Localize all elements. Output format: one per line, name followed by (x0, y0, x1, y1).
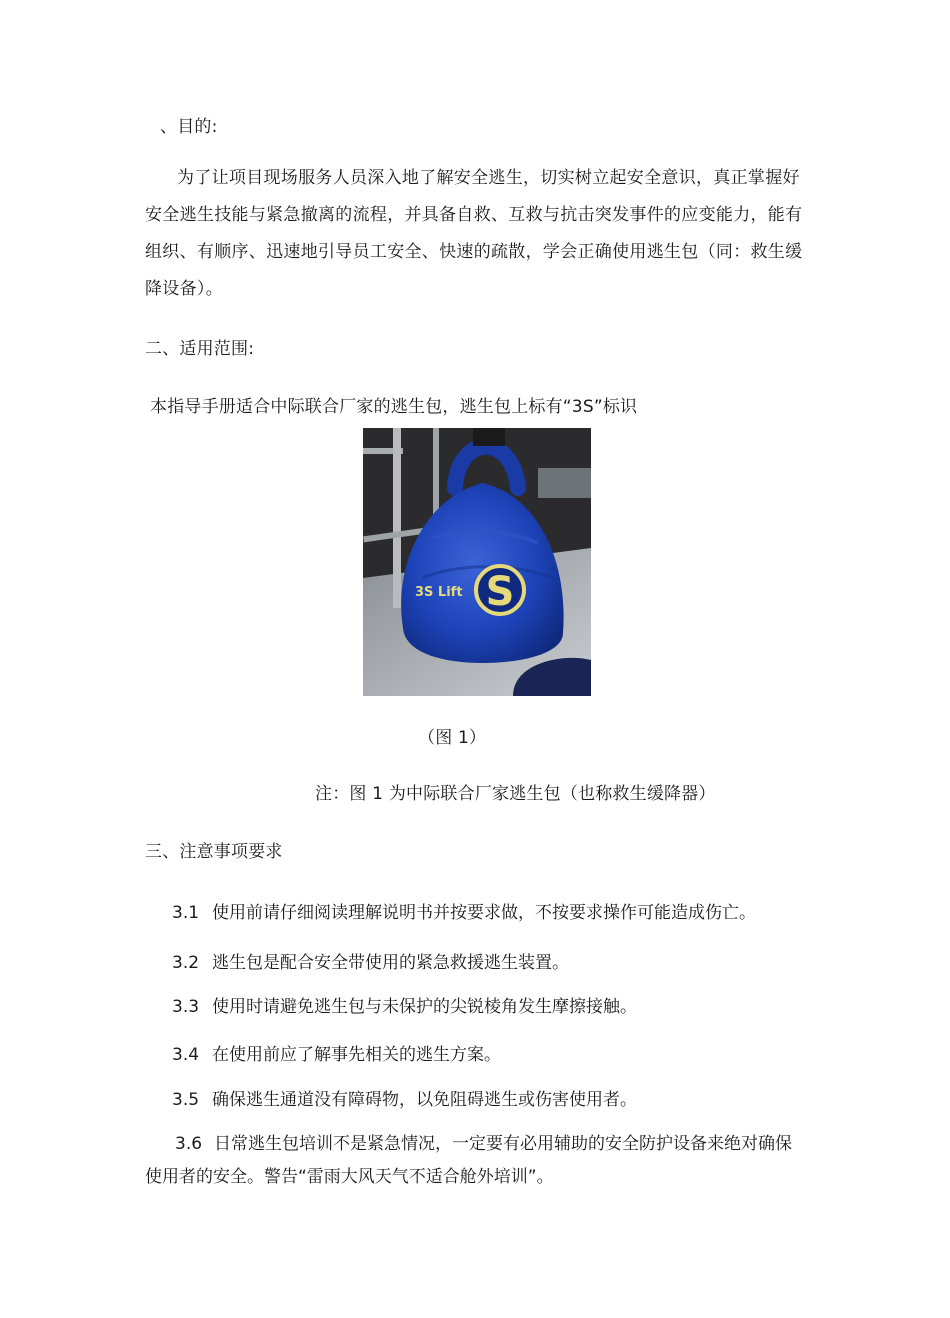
list-item (172, 951, 569, 975)
item-number: 3.3 (172, 997, 200, 1017)
list-item (145, 1128, 805, 1194)
item-text: 使用时请避免逃生包与未保护的尖锐棱角发生摩擦接触。 (212, 997, 637, 1017)
item-number: 3.2 (172, 953, 200, 973)
section3-heading: 三、注意事项要求 (145, 842, 283, 862)
bag-logo-letter: S (485, 569, 515, 615)
section1-body: 为了让项目现场服务人员深入地了解安全逃生，切实树立起安全意识，真正掌握好安全逃生技能与紧急撤离的流程，并具备自救、互救与抗击突发事件的应变能力，能有组织、有顺序、迅速地引导员工安全、快速的疏散，学会正确使用逃生包（同：救生缓降设备）。 (145, 168, 803, 299)
item-text: 日常逃生包培训不是紧急情况，一定要有必用辅助的安全防护设备来绝对确保使用者的安全。警告“雷雨大风天气不适合舱外培训”。 (145, 1134, 793, 1187)
item-text: 逃生包是配合安全带使用的紧急救援逃生装置。 (212, 953, 569, 973)
item-number: 3.6 (175, 1134, 203, 1154)
escape-bag-photo (363, 428, 591, 696)
figure-caption: （图 1） (418, 728, 487, 748)
item-text: 确保逃生通道没有障碍物，以免阻碍逃生或伤害使用者。 (212, 1090, 637, 1110)
list-item (172, 901, 756, 925)
list-item (172, 995, 637, 1019)
item-text: 在使用前应了解事先相关的逃生方案。 (212, 1045, 501, 1065)
list-item (172, 1088, 637, 1112)
section2-heading: 二、适用范围: (145, 339, 255, 359)
item-number: 3.4 (172, 1045, 200, 1065)
item-number: 3.1 (172, 903, 200, 923)
section2-body: 本指导手册适合中际联合厂家的逃生包，逃生包上标有“3S”标识 (150, 397, 638, 417)
figure-note: 注：图 1 为中际联合厂家逃生包（也称救生缓降器） (315, 784, 716, 804)
item-number: 3.5 (172, 1090, 200, 1110)
bag-logo-text: 3S Lift (415, 585, 463, 600)
section1-heading: 、目的: (160, 117, 218, 137)
list-item (172, 1043, 501, 1067)
item-text: 使用前请仔细阅读理解说明书并按要求做，不按要求操作可能造成伤亡。 (212, 903, 756, 923)
